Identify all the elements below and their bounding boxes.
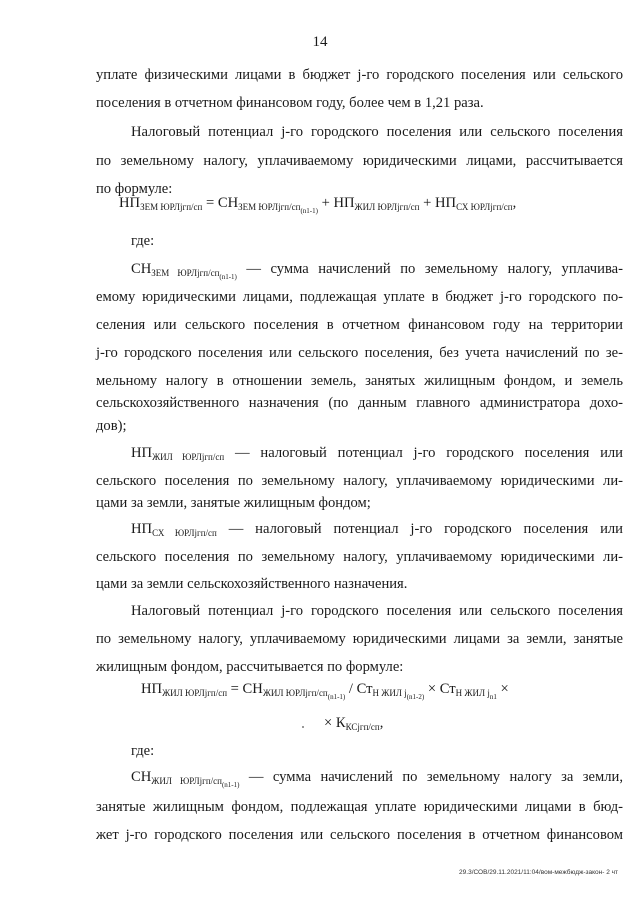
def3-line2: сельского поселения по земельному налогу, уплачиваемому юридическими ли- <box>96 549 623 565</box>
def1-line1: $СН_{ЗЕМ ЮРЛjгп/сп_{(n1-1)}}$ — сумма начислений по земельному налогу, уплачива- <box>131 261 623 281</box>
page-number: 14 <box>312 34 328 50</box>
where-label-1: где: <box>131 233 155 249</box>
def2-line2: сельского поселения по земельному налогу, уплачиваемому юридическими ли- <box>96 473 623 489</box>
def1-line4: j-го городского поселения или сельского поселения, без учета начислений по зе- <box>96 345 623 361</box>
def2-line1: $НП_{ЖИЛ ЮРЛjгп/сп}$ — налоговый потенциал j-го городского поселения или <box>131 445 623 462</box>
def3-line1: $НП_{СХ ЮРЛjгп/сп}$ — налоговый потенциал j-го городского поселения или <box>131 521 623 538</box>
def1-line5: мельному налогу в отношении земель, занятых жилищным фондом, и земель <box>96 373 623 389</box>
def4-line2: занятые жилищным фондом, подлежащая уплате юридическими лицами в бюд- <box>96 799 623 815</box>
para3-line1: Налоговый потенциал j-го городского поселения или сельского поселения <box>131 603 623 619</box>
def1-line7: дов); <box>96 418 127 434</box>
def1-line3: селения или сельского поселения в отчетном финансовом году на территории <box>96 317 623 333</box>
para1-line1: уплате физическими лицами в бюджет j-го городского поселения или сельского <box>96 67 623 83</box>
para2-line2: по земельному налогу, уплачиваемому юридическими лицами, рассчитывается <box>96 153 623 169</box>
def3-line3: цами за земли сельскохозяйственного назначения. <box>96 576 408 592</box>
scan-speck <box>302 726 304 728</box>
para3-line2: по земельному налогу, уплачиваемому юридическими лицами за земли, занятые <box>96 631 623 647</box>
def1-line6: сельскохозяйственного назначения (по данным главного администратора дохо- <box>96 395 623 411</box>
formula-housing-land-potential-cont: × $К_{КСjгп/сп}$, <box>324 715 384 732</box>
para2-line3: по формуле: <box>96 181 173 197</box>
formula-housing-land-potential: $НП_{ЖИЛ ЮРЛjгп/сп} = СН_{ЖИЛ ЮРЛjгп/сп_{(n1-1)}} / Ст_{Н ЖИЛ j_{(n1-2)}} \times Ст_{Н ЖИЛ j_{n1}}$ × <box>141 681 509 701</box>
def2-line3: цами за земли, занятые жилищным фондом; <box>96 495 371 511</box>
para3-line3: жилищным фондом, рассчитывается по формуле: <box>96 659 404 675</box>
where-label-2: где: <box>131 743 155 759</box>
def1-line2: емому юридическими лицами, подлежащая уплате в бюджет j-го городского по- <box>96 289 623 305</box>
def4-line3: жет j-го городского поселения или сельского поселения в отчетном финансовом <box>96 827 623 843</box>
def4-line1: $СН_{ЖИЛ ЮРЛjгп/сп_{(n1-1)}}$ — сумма начислений по земельному налогу за земли, <box>131 769 624 789</box>
document-footer-code: 29.3/СОВ/29.11.2021/11:04/вом-межбюдж-закон- 2 чт <box>459 869 618 876</box>
para2-line1: Налоговый потенциал j-го городского поселения или сельского поселения <box>131 124 623 140</box>
formula-land-tax-potential: $НП_{ЗЕМ ЮРЛjгп/сп} = СН_{ЗЕМ ЮРЛjгп/сп_{(n1-1)}} + НП_{ЖИЛ ЮРЛjгп/сп} + НП_{СХ ЮРЛjгп/сп}$, <box>119 195 517 215</box>
para1-line2: поселения в отчетном финансовом году, более чем в 1,21 раза. <box>96 95 484 111</box>
